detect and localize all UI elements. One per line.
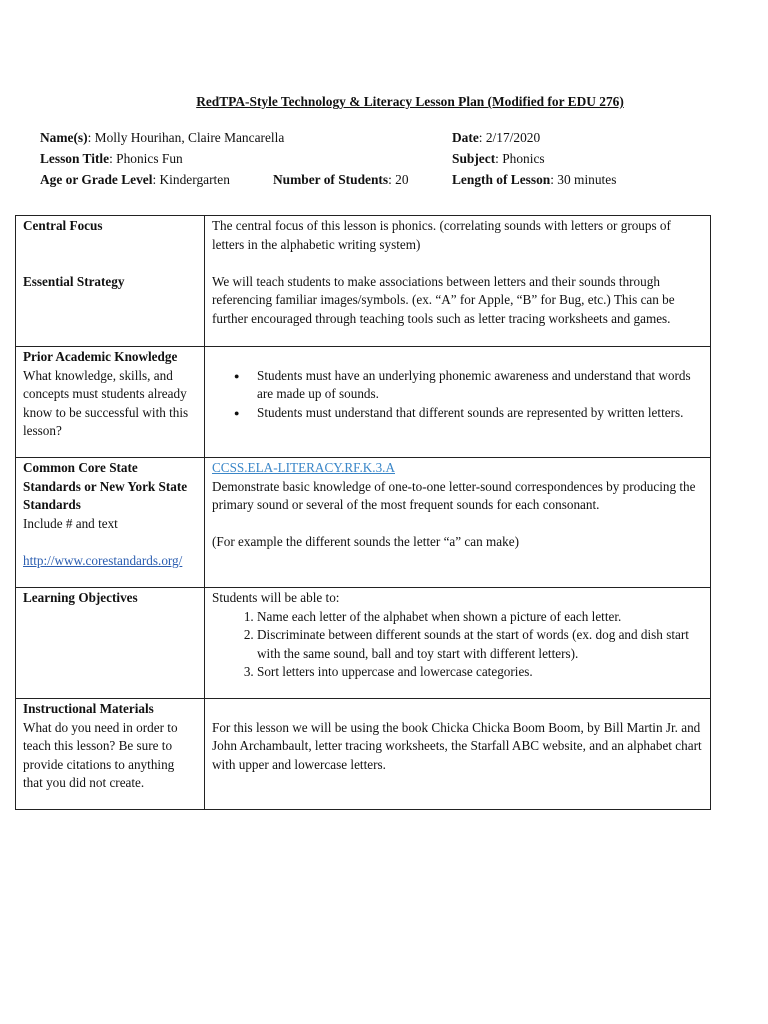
table-row	[16, 347, 711, 458]
lesson-plan-table	[15, 215, 711, 810]
standards-content-cell	[205, 458, 711, 588]
standard-text: Demonstrate basic knowledge of one-to-one letter-sound correspondences by producing the primary sound or several of the most frequent sounds for each consonant.	[212, 478, 696, 513]
lesson-length-label: Length of Lesson	[452, 172, 551, 187]
table-row	[16, 699, 711, 810]
focus-content-cell	[205, 216, 711, 347]
subject-field	[452, 151, 545, 167]
focus-label-cell	[16, 216, 205, 347]
materials-content-cell	[205, 699, 711, 810]
names-value: : Molly Hourihan, Claire Mancarella	[87, 130, 285, 145]
learning-objectives-label: Learning Objectives	[23, 590, 138, 605]
lesson-length-value: : 30 minutes	[550, 172, 617, 187]
subject-label: Subject	[452, 151, 496, 166]
standards-label-cell	[16, 458, 205, 588]
document-title: RedTPA-Style Technology & Literacy Lesson Plan (Modified for EDU 276)	[196, 94, 624, 109]
table-row	[16, 588, 711, 699]
prior-knowledge-prompt: What knowledge, skills, and concepts must students already know to be successful with this lesson?	[23, 367, 189, 439]
subject-value: : Phonics	[495, 151, 545, 166]
essential-strategy-text: We will teach students to make associations between letters and their sounds through referencing familiar images/symbols. (ex. “A” for Apple, “B” for Bug, etc.) This can be further encouraged through teaching tools such as letter tracing worksheets and games.	[212, 273, 675, 326]
list-item: 2. Discriminate between different sounds at the start of words (ex. dog and dish start with the same sound, ball and toy start with different letters).	[257, 626, 703, 663]
standard-example: (For example the different sounds the letter “a” can make)	[212, 534, 519, 550]
prior-knowledge-list	[212, 367, 703, 423]
materials-label-cell	[16, 699, 205, 810]
essential-strategy-label: Essential Strategy	[23, 273, 125, 289]
ccss-standard-link[interactable]: CCSS.ELA-LITERACY.RF.K.3.A	[212, 460, 395, 475]
instructional-materials-prompt: What do you need in order to teach this lesson? Be sure to provide citations to anything that you did not create.	[23, 719, 178, 791]
grade-level-value: : Kindergarten	[152, 172, 230, 187]
objectives-label-cell	[16, 588, 205, 699]
list-item: 3. Sort letters into uppercase and lowercase categories.	[257, 663, 703, 682]
lesson-title-value: : Phonics Fun	[109, 151, 183, 166]
list-item: 1. Name each letter of the alphabet when shown a picture of each letter.	[257, 608, 703, 627]
list-item: ● Students must understand that different sounds are represented by written letters.	[257, 404, 703, 423]
prior-knowledge-label: Prior Academic Knowledge	[23, 349, 178, 364]
date-label: Date	[452, 130, 479, 145]
objectives-content-cell	[205, 588, 711, 699]
table-row	[16, 216, 711, 347]
central-focus-text: The central focus of this lesson is phonics. (correlating sounds with letters or groups of letters in the alphabetic writing system)	[212, 218, 671, 252]
standards-label: Common Core State Standards or New York State Standards	[23, 460, 188, 513]
instructional-materials-text: For this lesson we will be using the book Chicka Chicka Boom Boom, by Bill Martin Jr. and John Archambault, letter tracing worksheets, the Starfall ABC website, and an alphabet chart with upper and lowercase letters.	[212, 719, 702, 772]
lesson-title-label: Lesson Title	[40, 151, 110, 166]
instructional-materials-label: Instructional Materials	[23, 701, 154, 716]
student-count-value: : 20	[388, 172, 409, 187]
names-field	[40, 130, 284, 146]
table-row	[16, 458, 711, 588]
student-count-label: Number of Students	[273, 172, 389, 187]
corestandards-link[interactable]: http://www.corestandards.org/	[23, 552, 183, 568]
grade-level-label: Age or Grade Level	[40, 172, 153, 187]
names-label: Name(s)	[40, 130, 88, 145]
date-value: : 2/17/2020	[478, 130, 541, 145]
student-count-field	[273, 172, 409, 188]
lesson-length-field	[452, 172, 616, 188]
lesson-title-field	[40, 151, 183, 167]
standards-prompt: Include # and text	[23, 515, 118, 531]
list-item: ● Students must have an underlying phonemic awareness and understand that words are made up of sounds.	[257, 367, 703, 404]
grade-level-field	[40, 172, 230, 188]
date-field	[452, 130, 540, 146]
prior-knowledge-content-cell	[205, 347, 711, 458]
central-focus-label: Central Focus	[23, 218, 103, 233]
objectives-list	[212, 608, 703, 682]
prior-knowledge-label-cell	[16, 347, 205, 458]
objectives-intro: Students will be able to:	[212, 590, 340, 605]
